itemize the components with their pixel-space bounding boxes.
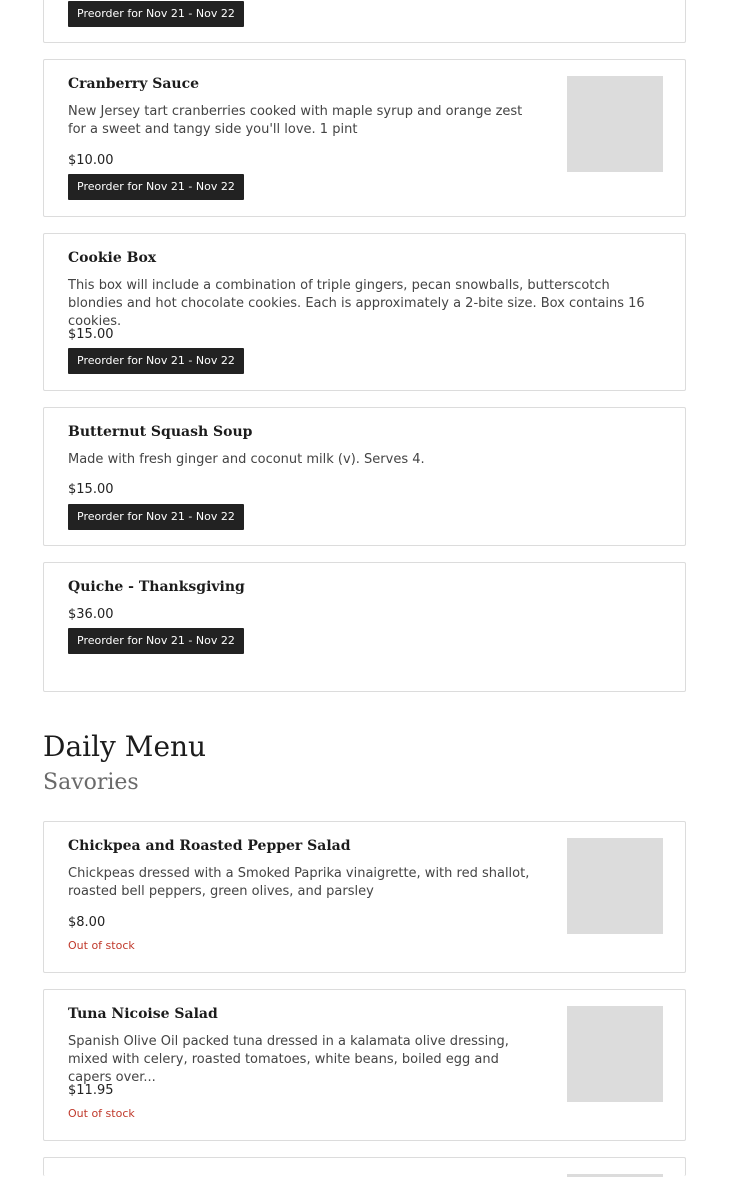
product-image-placeholder[interactable] [567,838,663,934]
item-description: Made with fresh ginger and coconut milk (v). Serves 4. [68,452,425,467]
out-of-stock-label: Out of stock [68,939,135,952]
product-image-placeholder[interactable] [567,1006,663,1102]
item-price: $8.00 [68,915,106,930]
item-title[interactable]: Quiche - Thanksgiving [68,579,245,595]
item-description: This box will include a combination of triple gingers, pecan snowballs, butterscotch blondies and hot chocolate cookies. Each is approximately a 2-bite size. Box contains 16 cookies. [68,278,645,329]
preorder-button[interactable]: Preorder for Nov 21 - Nov 22 [68,628,244,654]
preorder-button[interactable]: Preorder for Nov 21 - Nov 22 [68,348,244,374]
menu-item-card[interactable] [43,0,686,43]
menu-item-card[interactable] [43,989,686,1141]
item-title[interactable]: Cranberry Sauce [68,76,200,92]
item-description: New Jersey tart cranberries cooked with maple syrup and orange zest for a sweet and tangy side you'll love. 1 pint [68,104,523,137]
item-title[interactable]: Cookie Box [68,250,157,266]
menu-item-card[interactable] [43,407,686,546]
item-title[interactable]: Tuna Nicoise Salad [68,1006,218,1022]
item-title[interactable]: Chickpea and Roasted Pepper Salad [68,838,351,854]
preorder-button[interactable]: Preorder for Nov 21 - Nov 22 [68,174,244,200]
product-image-placeholder[interactable] [567,76,663,172]
item-price: $10.00 [68,153,114,168]
menu-item-card[interactable] [43,1157,686,1176]
item-price: $15.00 [68,482,114,497]
item-description: Spanish Olive Oil packed tuna dressed in a kalamata olive dressing, mixed with celery, roasted tomatoes, white beans, boiled egg and capers over... [68,1034,509,1085]
menu-item-card[interactable] [43,562,686,692]
item-title[interactable]: Butternut Squash Soup [68,424,253,440]
item-price: $15.00 [68,327,114,342]
menu-item-card[interactable] [43,233,686,391]
out-of-stock-label: Out of stock [68,1107,135,1120]
item-price: $11.95 [68,1083,114,1098]
section-title: Daily Menu [43,730,207,763]
menu-item-card[interactable] [43,821,686,973]
preorder-button[interactable]: Preorder for Nov 21 - Nov 22 [68,1,244,27]
section-subtitle: Savories [43,770,139,795]
item-price: $36.00 [68,607,114,622]
menu-item-card[interactable] [43,59,686,217]
preorder-button[interactable]: Preorder for Nov 21 - Nov 22 [68,504,244,530]
item-description: Chickpeas dressed with a Smoked Paprika vinaigrette, with red shallot, roasted bell peppers, green olives, and parsley [68,866,530,899]
